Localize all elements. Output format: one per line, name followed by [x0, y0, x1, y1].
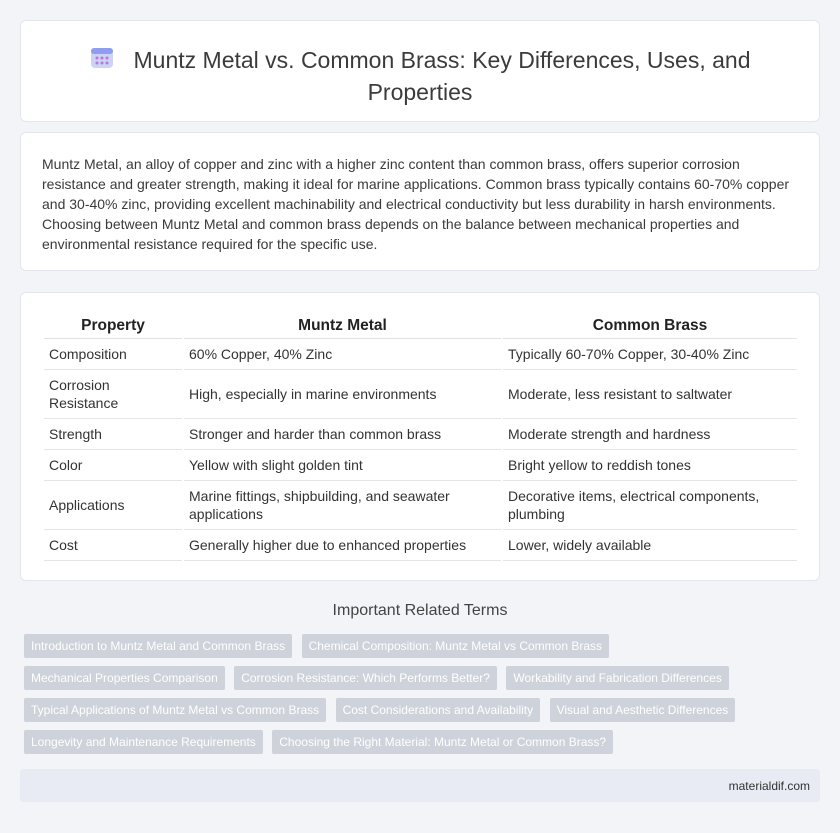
- intro-text: Muntz Metal, an alloy of copper and zinc with a higher zinc content than common brass, offers superior corrosion resistance and greater strength, making it ideal for marine applications. Common brass typically contains 60-70% copper and 30-40% zinc, providing excellent machinability and electrical conductivity but less durability in harsh environments. Choosing between Muntz Metal and common brass depends on the balance between mechanical properties and environmental resistance required for the specific use.: [42, 156, 790, 252]
- cell-muntz: High, especially in marine environments: [184, 370, 501, 419]
- related-term-tag[interactable]: Mechanical Properties Comparison: [24, 666, 225, 690]
- related-term-tag[interactable]: Chemical Composition: Muntz Metal vs Common Brass: [302, 634, 609, 658]
- table-row: [44, 339, 797, 370]
- footer-bar: [20, 769, 820, 802]
- cell-muntz: Stronger and harder than common brass: [184, 419, 501, 450]
- cell-brass: Moderate strength and hardness: [503, 419, 797, 450]
- footer-site-link[interactable]: materialdif.com: [728, 779, 810, 793]
- comparison-card: [20, 292, 820, 581]
- table-row: [44, 370, 797, 419]
- cell-property: Corrosion Resistance: [44, 370, 182, 419]
- cell-property: Cost: [44, 530, 182, 561]
- related-term-tag[interactable]: Longevity and Maintenance Requirements: [24, 730, 263, 754]
- cell-muntz: Marine fittings, shipbuilding, and seawater applications: [184, 481, 501, 530]
- cell-property: Applications: [44, 481, 182, 530]
- cell-muntz: 60% Copper, 40% Zinc: [184, 339, 501, 370]
- table-header-row: [44, 314, 797, 339]
- cell-brass: Typically 60-70% Copper, 30-40% Zinc: [503, 339, 797, 370]
- header-muntz-metal: Muntz Metal: [184, 314, 501, 339]
- header-property: Property: [44, 314, 182, 339]
- related-term-tag[interactable]: Cost Considerations and Availability: [336, 698, 541, 722]
- cell-property: Color: [44, 450, 182, 481]
- table-row: [44, 419, 797, 450]
- page-title-text: Muntz Metal vs. Common Brass: Key Differences, Uses, and Properties: [133, 47, 751, 105]
- intro-card: [20, 132, 820, 271]
- cell-brass: Moderate, less resistant to saltwater: [503, 370, 797, 419]
- related-terms-heading: Important Related Terms: [332, 602, 508, 619]
- page-title: [61, 45, 779, 107]
- related-term-tag[interactable]: Visual and Aesthetic Differences: [550, 698, 736, 722]
- header-card: [20, 20, 820, 122]
- comparison-table: [42, 314, 799, 561]
- cell-property: Strength: [44, 419, 182, 450]
- related-term-tag[interactable]: Workability and Fabrication Differences: [506, 666, 728, 690]
- related-term-tag[interactable]: Choosing the Right Material: Muntz Metal or Common Brass?: [272, 730, 613, 754]
- related-term-tag[interactable]: Corrosion Resistance: Which Performs Better?: [234, 666, 497, 690]
- table-row: [44, 481, 797, 530]
- cell-brass: Bright yellow to reddish tones: [503, 450, 797, 481]
- table-row: [44, 450, 797, 481]
- table-row: [44, 530, 797, 561]
- cell-muntz: Generally higher due to enhanced properties: [184, 530, 501, 561]
- related-terms-list: [24, 634, 824, 762]
- related-term-tag[interactable]: Typical Applications of Muntz Metal vs Common Brass: [24, 698, 326, 722]
- cell-brass: Decorative items, electrical components, plumbing: [503, 481, 797, 530]
- cell-brass: Lower, widely available: [503, 530, 797, 561]
- header-common-brass: Common Brass: [503, 314, 797, 339]
- calendar-icon: [90, 45, 116, 78]
- related-term-tag[interactable]: Introduction to Muntz Metal and Common Brass: [24, 634, 292, 658]
- cell-muntz: Yellow with slight golden tint: [184, 450, 501, 481]
- cell-property: Composition: [44, 339, 182, 370]
